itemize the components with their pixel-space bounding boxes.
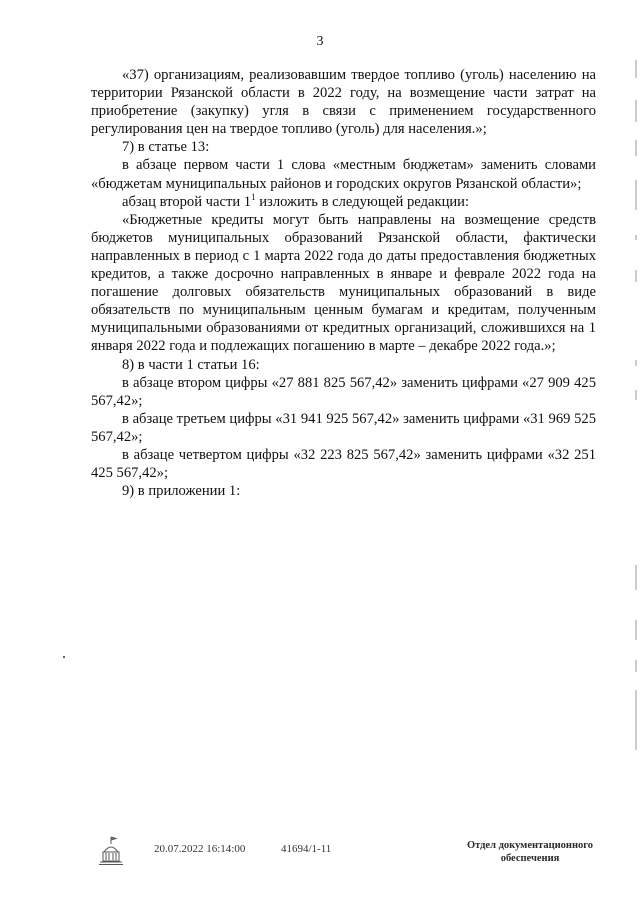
page-number: 3 (316, 34, 324, 49)
margin-scan-marks (634, 60, 638, 760)
superscript: 1 (251, 191, 256, 202)
paragraph-article-16-abz-2: в абзаце втором цифры «27 881 825 567,42» заменить цифрами «27 909 425 567,42»; (91, 374, 596, 409)
footer-doc-number: 41694/1-11 (281, 843, 332, 855)
paragraph-article-16-abz-3: в абзаце третьем цифры «31 941 925 567,42» заменить цифрами «31 969 525 567,42»; (91, 410, 596, 445)
paragraph-text: абзац второй части 1 (122, 193, 252, 210)
paragraph-article-13-heading: 7) в статье 13: (122, 139, 210, 156)
footer-department-line-1: Отдел документационного (466, 840, 594, 851)
paragraph-item-37: «37) организациям, реализовавшим твердое топливо (уголь) населению на территории Рязанской области в 2022 году, на возмещение части затрат на приобретение (закупку) угля в связи с применением государственного регулирования цен на твердое топливо (уголь) для населения.»; (91, 67, 596, 138)
scan-speck (63, 656, 65, 658)
paragraph-article-13-part-1: в абзаце первом части 1 слова «местным бюджетам» заменить словами «бюджетам муниципальных районов и городских округов Рязанской области»; (91, 157, 596, 192)
paragraph-text: изложить в следующей редакции: (255, 193, 470, 210)
footer-datetime: 20.07.2022 16:14:00 (154, 843, 246, 855)
footer-department-line-2: обеспечения (500, 853, 560, 864)
paragraph-article-16-abz-4: в абзаце четвертом цифры «32 223 825 567,42» заменить цифрами «32 251 425 567,42»; (91, 446, 596, 482)
paragraph-article-13-part-1-1 (91, 193, 596, 211)
footer-department (450, 839, 610, 865)
document-body (91, 66, 596, 500)
paragraph-budget-credits: «Бюджетные кредиты могут быть направлены на возмещение средств бюджетов муниципальных образований Рязанской области, фактически направленных в период с 1 марта 2022 года до даты предоставления бюджетных кредитов, а также досрочно направленных в январе и феврале 2022 года на погашение долговых обязательств муниципальных образований в виде обязательств по муниципальным ценным бумагам и кредитам, полученным муниципальными образованиями от кредитных организаций, сложившихся на 1 января 2022 года и подлежащих погашению в марте – декабре 2022 года.»; (91, 211, 596, 355)
duma-building-icon (98, 836, 124, 868)
paragraph-article-16-heading: 8) в части 1 статьи 16: (122, 356, 260, 373)
paragraph-appendix-1: 9) в приложении 1: (122, 483, 241, 500)
